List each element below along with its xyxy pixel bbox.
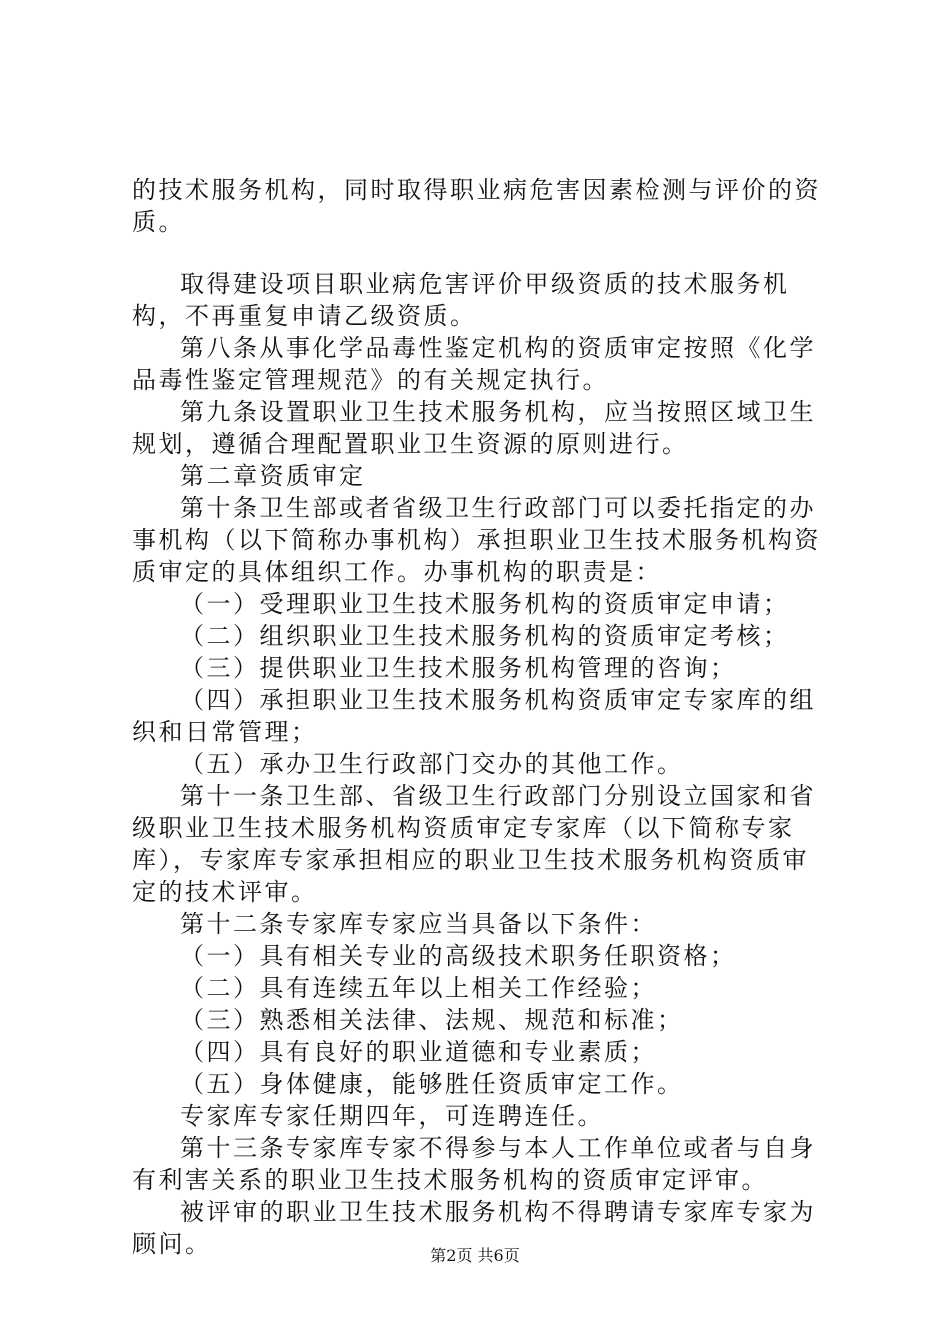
list-item: （二）具有连续五年以上相关工作经验； bbox=[180, 974, 657, 1002]
paragraph: 专家库专家任期四年，可连聘连任。 bbox=[180, 1102, 604, 1130]
paragraph: 被评审的职业卫生技术服务机构不得聘请专家库专家为顾问。 bbox=[132, 1198, 816, 1258]
list-item: （三）提供职业卫生技术服务机构管理的咨询； bbox=[180, 654, 737, 682]
paragraph: 的技术服务机构，同时取得职业病危害因素检测与评价的资质。 bbox=[132, 176, 821, 236]
list-item: （四）具有良好的职业道德和专业素质； bbox=[180, 1038, 657, 1066]
paragraph: 第十一条卫生部、省级卫生行政部门分别设立国家和省级职业卫生技术服务机构资质审定专家库（以下简称专家库），专家库专家承担相应的职业卫生技术服务机构资质审定的技术评审。 bbox=[132, 782, 816, 906]
paragraph: 取得建设项目职业病危害评价甲级资质的技术服务机构，不再重复申请乙级资质。 bbox=[132, 270, 790, 330]
list-item: （二）组织职业卫生技术服务机构的资质审定考核； bbox=[180, 622, 790, 650]
document-body bbox=[132, 174, 832, 1260]
list-item: （一）受理职业卫生技术服务机构的资质审定申请； bbox=[180, 590, 790, 618]
list-item: （五）承办卫生行政部门交办的其他工作。 bbox=[180, 750, 684, 778]
paragraph-gap bbox=[132, 238, 832, 268]
paragraph: 第九条设置职业卫生技术服务机构，应当按照区域卫生规划，遵循合理配置职业卫生资源的原则进行。 bbox=[132, 398, 816, 458]
page-number-footer: 第2页 共6页 bbox=[430, 1246, 520, 1265]
paragraph: 第十条卫生部或者省级卫生行政部门可以委托指定的办事机构（以下简称办事机构）承担职业卫生技术服务机构资质审定的具体组织工作。办事机构的职责是： bbox=[132, 494, 821, 586]
list-item: （三）熟悉相关法律、法规、规范和标准； bbox=[180, 1006, 684, 1034]
chapter-heading: 第二章资质审定 bbox=[180, 462, 366, 490]
paragraph: 第八条从事化学品毒性鉴定机构的资质审定按照《化学品毒性鉴定管理规范》的有关规定执行。 bbox=[132, 334, 816, 394]
paragraph: 第十二条专家库专家应当具备以下条件： bbox=[180, 910, 657, 938]
list-item: （四）承担职业卫生技术服务机构资质审定专家库的组织和日常管理； bbox=[132, 686, 816, 746]
list-item: （五）身体健康，能够胜任资质审定工作。 bbox=[180, 1070, 684, 1098]
list-item: （一）具有相关专业的高级技术职务任职资格； bbox=[180, 942, 737, 970]
paragraph: 第十三条专家库专家不得参与本人工作单位或者与自身有利害关系的职业卫生技术服务机构的资质审定评审。 bbox=[132, 1134, 816, 1194]
